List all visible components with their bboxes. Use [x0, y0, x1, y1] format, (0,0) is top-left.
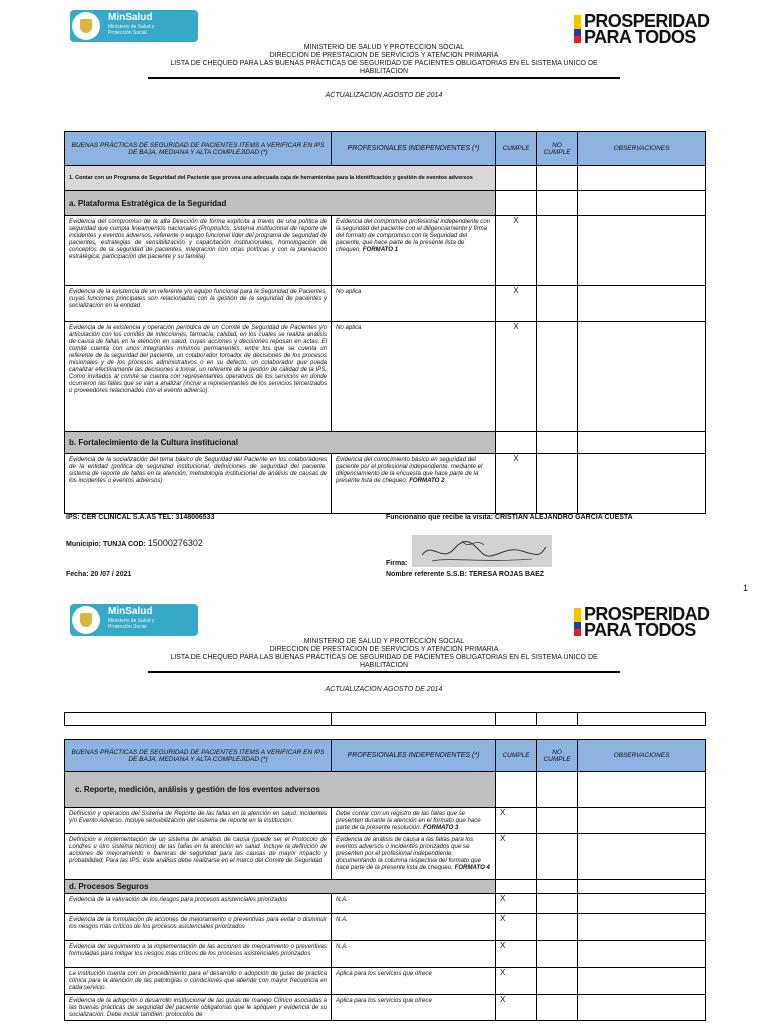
- minsalud-logo-title: MinSalud: [108, 606, 153, 617]
- header-rule: [148, 671, 620, 673]
- section-c-title: c. Reporte, medición, análisis y gestión de los eventos adversos: [65, 772, 496, 808]
- practice-text: Definición y operación del Sistema de Reporte de las fallas en la atención en salud: incidentes y/o Evento Adverso. Incluye sensibilización del sistema de reporte en la institución.: [65, 808, 332, 834]
- practice-text: La institución cuenta con un procedimiento para el desarrollo o adopción de guías de práctica clínica para la atención de las patologías o condiciones que atiende con mayor frecuencia en cada servicio.: [65, 968, 332, 995]
- col-header-no-cumple: NO CUMPLE: [537, 132, 578, 166]
- section-row: [65, 880, 706, 894]
- section-row: [65, 191, 706, 216]
- practice-text: Evidencia del compromiso de la alta Dirección de forma explícita a través de una política de seguridad que cumpla lineamientos nacionales (Propósitos, sistema institucional de reporte de incidentes y eventos adversos, referente o equipo funcional líder del programa de seguridad de pacientes, estrategias de sensibilización y capacitación institucionales, homologación de conceptos de la seguridad de pacientes, integración con otras políticas y con la planeación estratégica, participación del paciente y su familia): [65, 216, 332, 286]
- practice-text: Evidencia de la existencia y operación periódica de un Comité de Seguridad de Pacientes y/o articulación con los comités de infecciones, farmacia, calidad, en los cuales se realiza análisis de causa de fallas en la atención en salud, cuyas acciones y decisiones reposan en actas. El comité cuenta con unos integrantes mínimos permanentes, entre los que se cuenta un referente de la seguridad del paciente, un colaborador tomador de decisiones de los procesos misionales y de los procesos administrativos o en su defecto, un colaborador que pueda canalizar efectivamente las decisiones a tomar, un referente de la gestión de calidad de la IPS. Como invitados al comité se cuenta con representantes operativos de los servicios en donde ocurrieron las fallas que se van a analizar (incluir a representantes de los servicios tercerizados o proveedores relacionados con el evento adverso): [65, 322, 332, 432]
- update-date: ACTUALIZACION AGOSTO DE 2014: [325, 686, 443, 693]
- colombia-flag-icon: [574, 608, 581, 636]
- prosperidad-logo: [574, 11, 710, 47]
- colombia-flag-icon: [574, 15, 581, 43]
- format-label: FORMATO 3: [423, 824, 459, 831]
- municipio-info: [66, 538, 203, 548]
- checklist-table-page2: [64, 739, 706, 1021]
- table-row: [65, 286, 706, 322]
- minsalud-logo: [70, 604, 198, 636]
- table-row: [65, 454, 706, 514]
- header-title: LISTA DE CHEQUEO PARA LAS BUENAS PRÁCTICAS DE SEGURIDAD DE PACIENTES OBLIGATORIAS EN EL SISTEMA ÚNICO DE HABILITACION: [170, 654, 598, 669]
- independent-text: N.A.: [332, 941, 496, 968]
- section-row: [65, 772, 706, 808]
- document-header: [150, 638, 618, 670]
- municipio-code: 15000276302: [147, 538, 203, 548]
- cumple-mark: X: [496, 995, 537, 1021]
- item-1-title: 1. Contar con un Programa de Seguridad del Paciente que provea una adecuada caja de herramientas para la identificación y gestión de eventos adversos: [65, 166, 496, 191]
- col-header-independent: PROFESIONALES INDEPENDIENTES (*): [332, 132, 496, 166]
- no-cumple-cell: [537, 166, 578, 191]
- document-header: [150, 44, 618, 76]
- cumple-mark: X: [496, 808, 537, 834]
- minsalud-logo-subtitle: Ministerio de Salud y Protección Social: [108, 24, 155, 36]
- cumple-mark: X: [496, 834, 537, 880]
- observaciones-cell: [578, 166, 706, 191]
- prosperidad-line1: PROSPERIDAD: [584, 11, 710, 31]
- prosperidad-line2: PARA TODOS: [584, 620, 696, 640]
- col-header-practices: BUENAS PRÁCTICAS DE SEGURIDAD DE PACIENTES ITEMS A VERIFICAR EN IPS DE BAJA, MEDIANA Y ALTA COMPLEJIDAD (*): [65, 740, 332, 772]
- practice-text: Definición e implementación de un sistema de análisis de causa (puede ser el Protocolo de Londres u otro sistema técnico) de las fallas en la atención en salud. Incluye la definición de acciones de mejoramiento o barreras de seguridad para las causas de mayor impacto y probabilidad. Para las IPS, éste análisis debe realizarse en el marco del Comité de Seguridad: [65, 834, 332, 880]
- independent-text: Evidencia del compromiso profesional independiente con la seguridad del paciente con el diligenciamiento y firma del formato de compromiso con la Seguridad del paciente, que hace parte de la presente lista de chequeo.: [336, 218, 491, 253]
- minsalud-logo: [70, 10, 198, 42]
- col-header-observaciones: OBSERVACIONES: [578, 132, 706, 166]
- section-d-title: d. Procesos Seguros: [65, 880, 496, 894]
- prosperidad-logo: [574, 604, 710, 640]
- table-header-row: [65, 740, 706, 772]
- cumple-cell: [496, 166, 537, 191]
- header-direction: DIRECCION DE PRESTACION DE SERVICIOS Y ATENCION PRIMARIA: [269, 646, 499, 653]
- section-a-title: a. Plataforma Estratégica de la Seguridad: [65, 191, 496, 216]
- visit-official: Funcionario que recibe la visita: CRISTIAN ALEJANDRO GARCIA CUESTA: [386, 514, 633, 521]
- prosperidad-line1: PROSPERIDAD: [584, 604, 710, 624]
- item-row: [65, 166, 706, 191]
- independent-text: Evidencia de análisis de causa a las fallas para los eventos adversos o incidentes priorizados que se presenten por el profesional independiente, documentando la columna respectiva del formato que hace parte de la presente lista de chequeo.: [336, 836, 481, 871]
- observaciones-cell: [578, 216, 706, 286]
- header-ministry: MINISTERIO DE SALUD Y PROTECCION SOCIAL: [303, 638, 465, 645]
- table-row: [65, 808, 706, 834]
- col-header-independent: PROFESIONALES INDEPENDIENTES (*): [332, 740, 496, 772]
- format-label: FORMATO 1: [362, 246, 399, 253]
- table-row: [65, 968, 706, 995]
- ips-info: IPS: CER CLINICAL S.A.AS TEL: 3148006533: [66, 514, 215, 521]
- col-header-practices: BUENAS PRÁCTICAS DE SEGURIDAD DE PACIENTES ITEMS A VERIFICAR EN IPS DE BAJA, MEDIANA Y ALTA COMPLEJIDAD (*): [65, 132, 332, 166]
- colombia-seal-icon: [72, 606, 100, 634]
- header-direction: DIRECCION DE PRESTACION DE SERVICIOS Y ATENCION PRIMARIA: [269, 52, 499, 59]
- cumple-mark: X: [496, 968, 537, 995]
- independent-text: Aplica para los servicios que ofrece: [332, 968, 496, 995]
- practice-text: Evidencia de la formulación de acciones de mejoramiento o preventivas para evitar o disminuir los riesgos más críticos de los procesos asistenciales priorizados: [65, 914, 332, 941]
- practice-text: Evidencia de la adopción o desarrollo institucional de las guías de manejo Clínico asociadas a las buenas prácticas de seguridad del paciente obligatorias que le apliquen y evidencia de su socialización. Debe incluir también: protocolos de: [65, 995, 332, 1021]
- cumple-mark: X: [496, 216, 537, 286]
- table-row: [65, 834, 706, 880]
- table-header-row: [65, 132, 706, 166]
- header-rule: [148, 77, 620, 79]
- visit-date: Fecha: 20 /07 / 2021: [66, 571, 132, 578]
- format-label: FORMATO 4: [454, 864, 490, 871]
- minsalud-logo-subtitle: Ministerio de Salud y Protección Social: [108, 618, 155, 630]
- practice-text: Evidencia de la socialización del tema básico de Seguridad del Paciente en los colaboradores de la entidad (política de seguridad institucional, definiciones de seguridad del paciente, sistema de reporte de fallas en la atención, metodología institucional de análisis de causas de los incidentes o eventos adversos): [65, 454, 332, 514]
- practice-text: Evidencia de la valoración de los riesgos para procesos asistenciales priorizados: [65, 894, 332, 914]
- signature-image: [412, 535, 552, 567]
- section-b-title: b. Fortalecimiento de la Cultura institucional: [65, 432, 496, 454]
- table-row: [65, 995, 706, 1021]
- independent-text: No aplica: [332, 322, 496, 432]
- independent-text: No aplica: [332, 286, 496, 322]
- practice-text: Evidencia del seguimiento a la implementación de las acciones de mejoramiento o preventivas formuladas para mitigar los riesgos más críticos de los procesos asistenciales priorizados: [65, 941, 332, 968]
- independent-text: Aplica para los servicios que ofrece: [332, 995, 496, 1021]
- colombia-seal-icon: [72, 12, 100, 40]
- cumple-mark: X: [496, 914, 537, 941]
- signature-label: Firma:: [386, 560, 408, 567]
- table-row: [65, 941, 706, 968]
- col-header-no-cumple: NO CUMPLE: [537, 740, 578, 772]
- update-date: ACTUALIZACION AGOSTO DE 2014: [325, 92, 443, 99]
- table-row: [65, 322, 706, 432]
- municipio-label: Municipio: TUNJA COD:: [66, 541, 146, 548]
- referent-name: Nombre referente S.S.B: TERESA ROJAS BAEZ: [386, 571, 545, 578]
- minsalud-logo-title: MinSalud: [108, 12, 153, 23]
- checklist-table-page1: [64, 131, 706, 514]
- spacer-table: [64, 712, 706, 726]
- prosperidad-line2: PARA TODOS: [584, 27, 696, 47]
- table-row: [65, 914, 706, 941]
- section-row: [65, 432, 706, 454]
- table-row: [65, 894, 706, 914]
- independent-text: N.A.: [332, 894, 496, 914]
- practice-text: Evidencia de la existencia de un referente y/o equipo funcional para la Seguridad de Pacientes, cuyas funciones principales son relacionadas con la gestión de la seguridad de pacientes y socialización en la entidad: [65, 286, 332, 322]
- col-header-observaciones: OBSERVACIONES: [578, 740, 706, 772]
- no-cumple-cell: [537, 216, 578, 286]
- format-label: FORMATO 2: [409, 477, 445, 484]
- independent-text: N.A.: [332, 914, 496, 941]
- cumple-mark: X: [496, 322, 537, 432]
- cumple-mark: X: [496, 941, 537, 968]
- independent-text: Evidencia del conocimiento básico en seguridad del paciente por el profesional independiente, mediante el diligenciamiento de la encuesta que hace parte de la presente lista de chequeo.: [336, 456, 483, 484]
- header-title: LISTA DE CHEQUEO PARA LAS BUENAS PRÁCTICAS DE SEGURIDAD DE PACIENTES OBLIGATORIAS EN EL SISTEMA ÚNICO DE HABILITACION: [170, 60, 598, 75]
- page-number: 1: [742, 583, 748, 593]
- cumple-mark: X: [496, 286, 537, 322]
- cumple-mark: X: [496, 894, 537, 914]
- header-ministry: MINISTERIO DE SALUD Y PROTECCION SOCIAL: [303, 44, 465, 51]
- col-header-cumple: CUMPLE: [496, 132, 537, 166]
- cumple-mark: X: [496, 454, 537, 514]
- col-header-cumple: CUMPLE: [496, 740, 537, 772]
- independent-text: Debe contar con un registro de las fallas que se presenten durante la atención en el formato que hace parte de la presente resolución.: [336, 810, 481, 831]
- table-row: [65, 216, 706, 286]
